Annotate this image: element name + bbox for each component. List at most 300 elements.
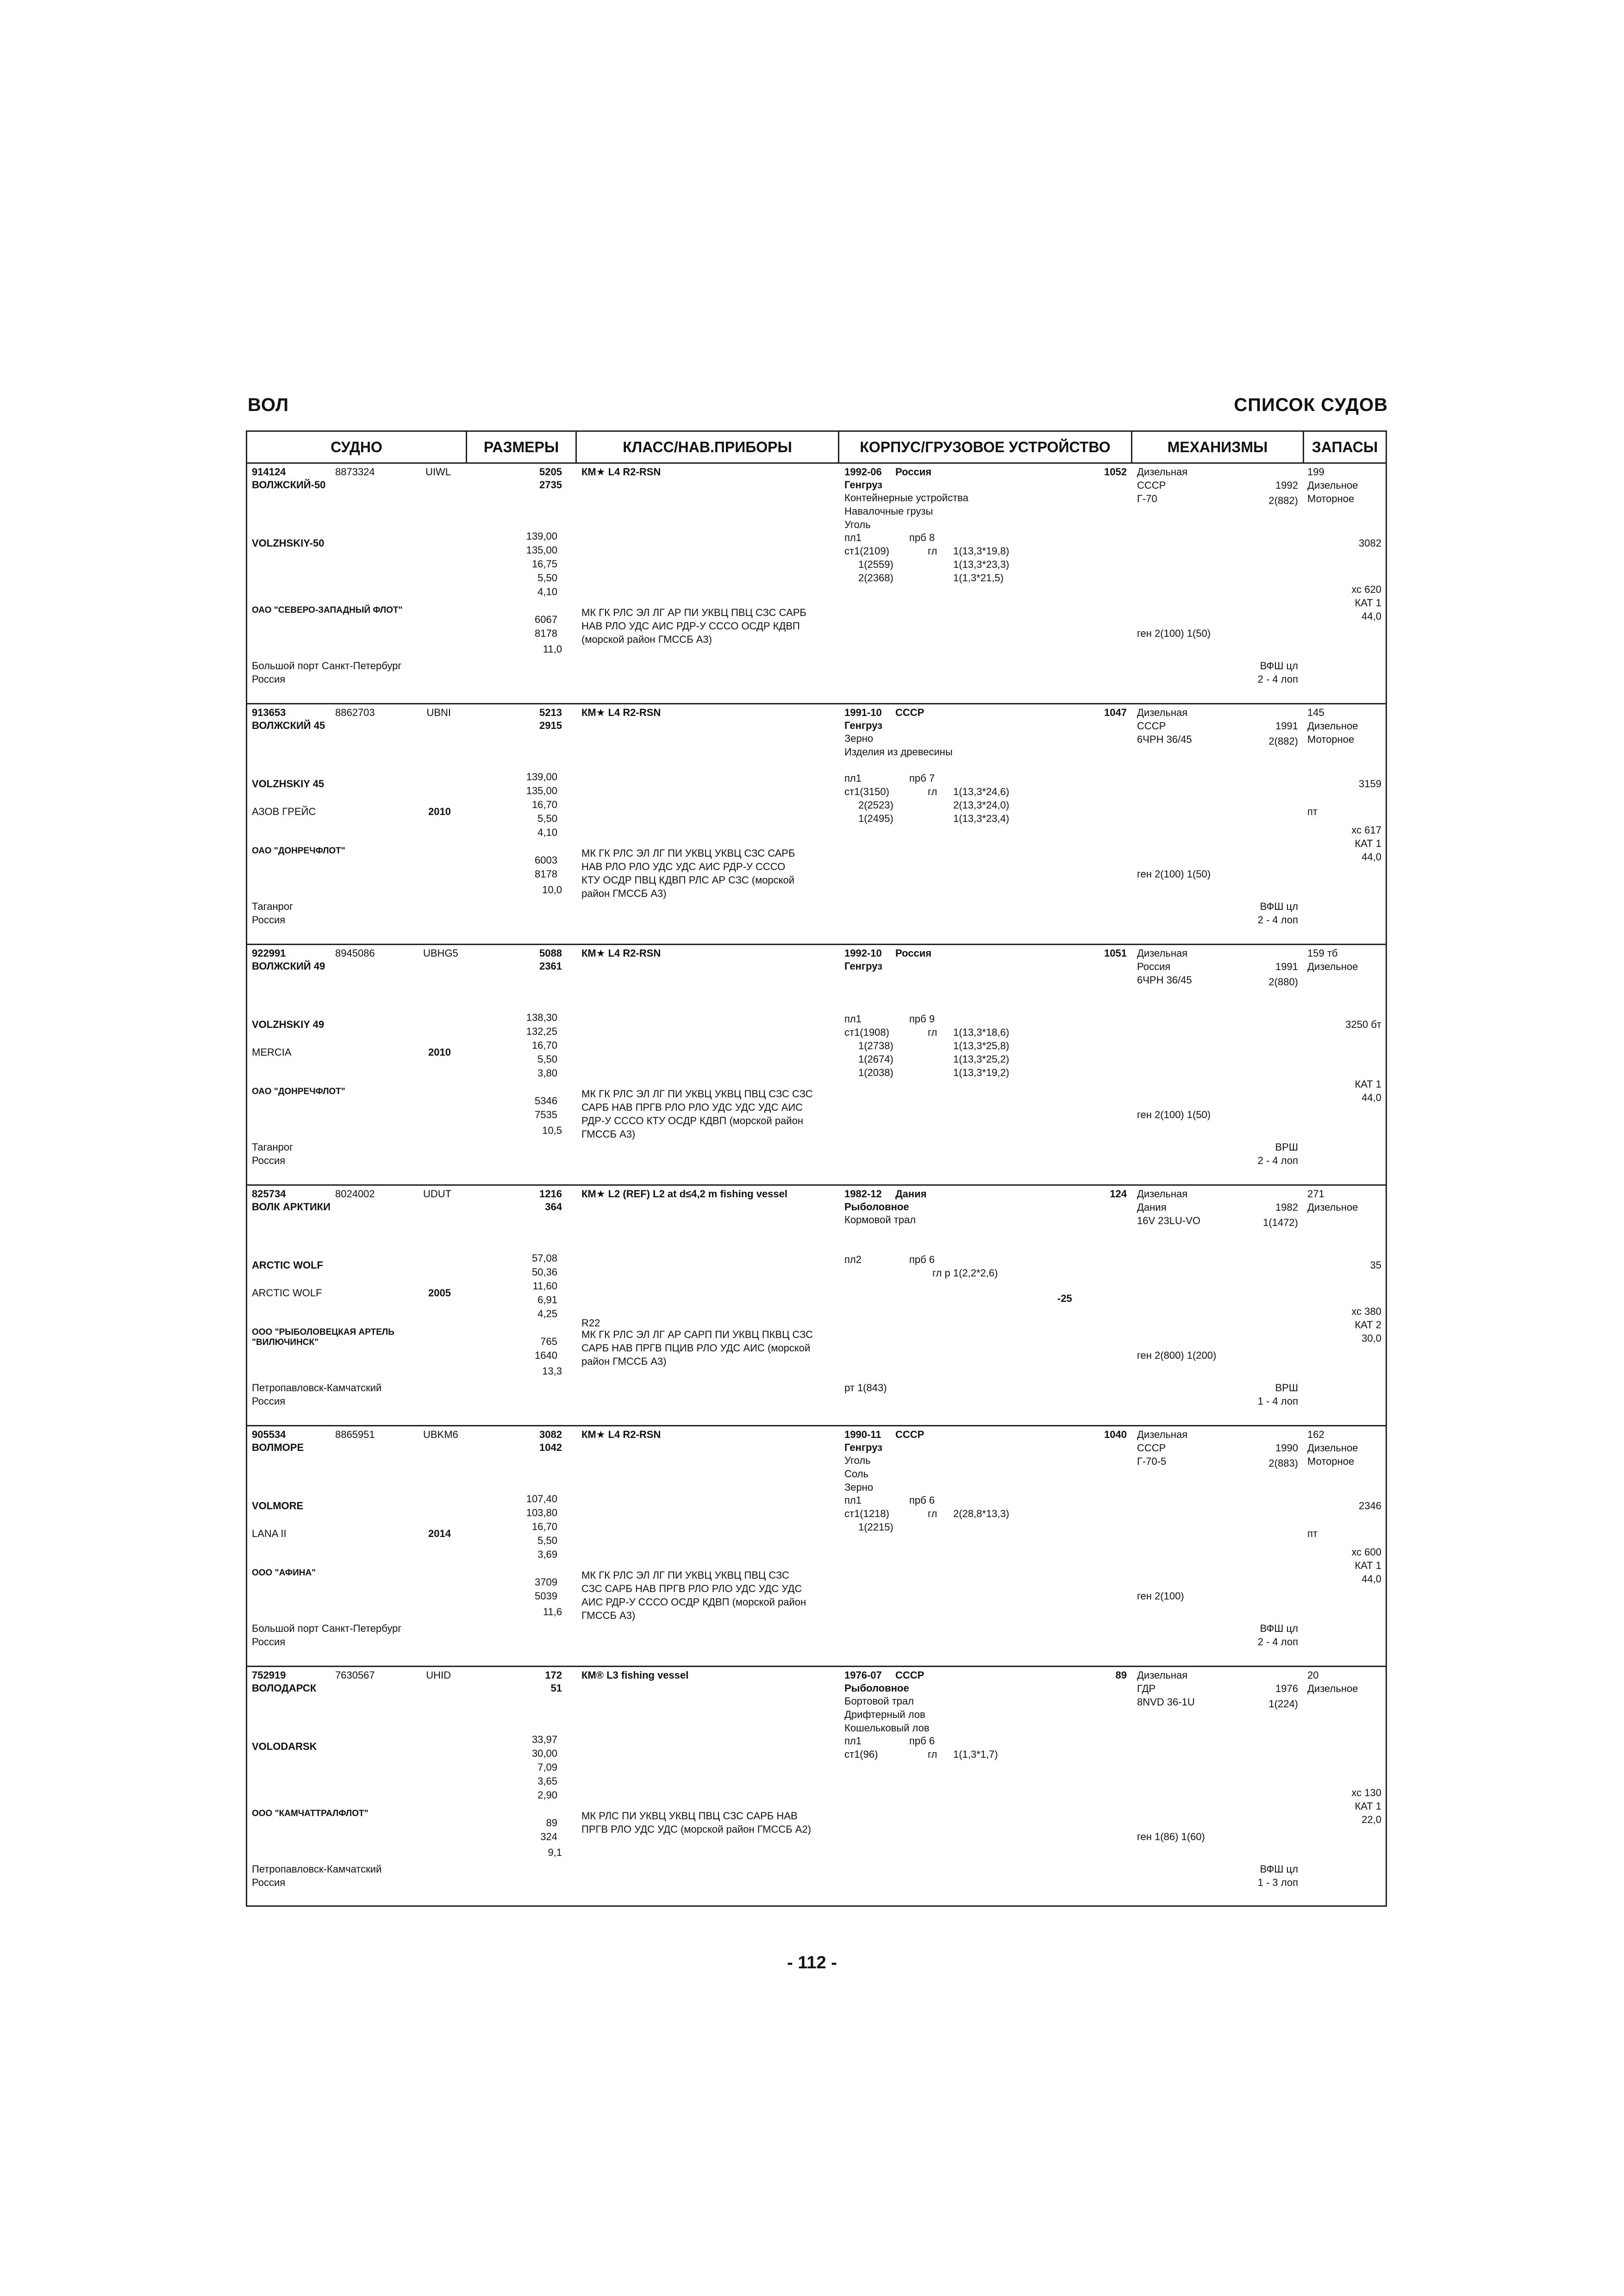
ship-name: ВОЛЖСКИЙ 45 [252,720,325,731]
supply-extra: хс 617 [1351,824,1381,836]
former-name-year: 2014 [428,1528,451,1539]
machinery-info: Г-70 [1137,493,1157,504]
dimension-value: 11,60 [532,1280,557,1292]
nav-equipment: МК РЛС ПИ УКВЦ УКВЦ ПВЦ СЗС САРБ НАВ [581,1810,798,1822]
cargo-type: Кошельковый лов [844,1722,930,1734]
flag-country: Россия [252,1636,286,1648]
hold-entry: пл1 [844,532,862,543]
dimension-value: 7535 [535,1109,557,1120]
running-head-left: ВОЛ [248,395,289,415]
hold-detail: прб 6 [909,1735,935,1747]
former-name-year: 2010 [428,806,451,817]
register-number: 914124 [252,466,286,478]
hold-entry: 1(2215) [858,1521,893,1533]
build-country: СССР [895,1429,924,1440]
flag-country: Россия [252,1877,286,1888]
register-number: 913653 [252,707,286,718]
hull-code: 1052 [1104,466,1127,478]
generators: ген 2(100) 1(50) [1137,868,1211,880]
supply-extra: хс 620 [1351,584,1381,595]
supply-extra: КАТ 1 [1355,597,1381,609]
machinery-value: 1(1472) [1263,1217,1298,1228]
cargo-type: Контейнерные устройства [844,492,968,504]
machinery-info: Г-70-5 [1137,1456,1167,1467]
former-name-year: 2005 [428,1287,451,1299]
machinery-info: ГДР [1137,1683,1156,1694]
build-country: СССР [895,707,924,718]
supply-extra: 22,0 [1362,1814,1381,1825]
hold-entry: 2(2368) [858,572,893,584]
supply-info: Дизельное [1307,1683,1358,1694]
supply-extra: 44,0 [1362,1573,1381,1585]
imo-number: 8873324 [335,466,375,478]
tonnage-net: 2915 [539,720,562,731]
home-port: Таганрог [252,901,294,912]
supply-value: 3159 [1359,778,1381,790]
nav-equipment: МК ГК РЛС ЭЛ ЛГ ПИ УКВЦ УКВЦ СЗС САРБ [581,847,795,859]
ship-type: Генгруз [844,1442,883,1453]
imo-number: 7630567 [335,1669,375,1681]
hold-entry: пл1 [844,772,862,784]
supply-value: 3250 бт [1345,1019,1381,1030]
register-number: 752919 [252,1669,286,1681]
supply-note: пт [1307,1528,1318,1539]
call-sign: UBKM6 [423,1429,458,1440]
hatch-size: 1(13,3*23,4) [953,813,1010,824]
dimension-value: 89 [546,1817,557,1829]
machinery-value: 1982 [1275,1201,1298,1213]
ship-name-latin: VOLMORE [252,1500,304,1512]
dimension-value: 8178 [535,628,557,639]
dimension-value: 16,70 [531,799,557,810]
supply-extra: КАТ 1 [1355,838,1381,849]
nav-equipment: МК ГК РЛС ЭЛ ЛГ АР САРП ПИ УКВЦ ПКВЦ СЗС [581,1329,813,1340]
hold-detail: гл [928,1508,937,1519]
ship-name-latin: VOLZHSKIY-50 [252,537,325,549]
hold-detail: прб 9 [909,1013,935,1025]
supply-info: Дизельное [1307,961,1358,972]
dimension-value: 5346 [535,1095,557,1107]
class-notation: КМ® L3 fishing vessel [581,1669,689,1681]
generators: ген 2(100) [1137,1590,1184,1602]
machinery-info: 6ЧРН 36/45 [1137,974,1192,986]
ship-record [247,1184,1386,1426]
ship-name-latin: VOLZHSKIY 45 [252,778,325,790]
column-header-supplies: ЗАПАСЫ [1312,439,1378,455]
hold-entry: ст1(3150) [844,786,889,797]
machinery-value: 2(880) [1268,976,1298,988]
hull-code: 1047 [1104,707,1127,718]
dimension-value: 135,00 [526,544,557,556]
supply-extra: хс 600 [1351,1546,1381,1558]
ship-register-table [246,430,1387,1907]
nav-equipment: район ГМССБ А3) [581,1356,667,1367]
table-header-row [247,432,1386,464]
ship-type: Генгруз [844,960,883,972]
supply-info: Дизельное [1307,720,1358,732]
dimension-value: 4,10 [537,586,557,597]
dimension-value: 6,91 [537,1294,557,1306]
hold-extra-value: -25 [1057,1293,1072,1304]
hatch-size: 1(13,3*19,2) [953,1067,1010,1078]
dimension-value: 4,10 [537,827,557,838]
nav-equipment: РДР-У СССО КТУ ОСДР КДВП (морской район [581,1115,804,1126]
dimension-value: 4,25 [537,1308,557,1319]
machinery-value: 1(224) [1268,1698,1298,1710]
home-port: Петропавловск-Камчатский [252,1863,382,1875]
former-name: АЗОВ ГРЕЙС [252,806,316,817]
supply-note: пт [1307,806,1318,817]
hull-code: 1051 [1104,947,1127,959]
dimension-value: 3,65 [537,1775,557,1787]
tonnage-gross: 5213 [539,707,562,718]
home-port: Таганрог [252,1141,294,1153]
class-notation: КМ★ L4 R2-RSN [581,707,661,718]
hatch-size: 1(13,3*25,2) [953,1053,1010,1065]
hatch-size: 1(1,3*21,5) [953,572,1004,584]
call-sign: UDUT [423,1188,452,1200]
machinery-value: 1976 [1275,1683,1298,1694]
hold-detail: прб 7 [909,772,935,784]
dimension-value: 139,00 [526,530,557,542]
imo-number: 8024002 [335,1188,375,1200]
dimension-value: 50,36 [531,1266,557,1278]
supply-value: 35 [1370,1259,1381,1271]
machinery-info: Дания [1137,1201,1167,1213]
supply-extra: хс 130 [1351,1787,1381,1798]
generators: ген 2(100) 1(50) [1137,628,1211,639]
build-date: 1991-10 [844,707,882,718]
cargo-type: Бортовой трал [844,1695,914,1707]
owner-name: ОАО "СЕВЕРО-ЗАПАДНЫЙ ФЛОТ" [252,605,403,615]
dimension-value: 33,97 [531,1734,557,1745]
column-header-dimensions: РАЗМЕРЫ [483,439,559,455]
tonnage-net: 1042 [539,1442,562,1453]
dimension-value: 107,40 [526,1493,557,1505]
dimension-value: 135,00 [526,785,557,796]
nav-equipment: НАВ РЛО УДС АИС РДР-У СССО ОСДР КДВП [581,620,800,632]
supply-extra: 44,0 [1362,610,1381,622]
nav-equipment: СЗС САРБ НАВ ПРГВ РЛО РЛО УДС УДС УДС [581,1583,802,1594]
hold-entry: пл1 [844,1013,862,1025]
page-number: - 112 - [787,1953,837,1972]
ship-record [247,944,1386,1186]
dimension-value: 10,0 [542,884,562,896]
build-date: 1992-10 [844,947,882,959]
tonnage-net: 2735 [539,479,562,491]
lifeboat-type: ВФШ цл [1260,1863,1298,1875]
machinery-info: Дизельная [1137,1669,1188,1681]
hold-detail: гл [928,1027,937,1038]
tonnage-gross: 3082 [539,1429,562,1440]
build-date: 1976-07 [844,1669,882,1681]
hold-entry: пл2 [844,1254,862,1265]
machinery-value: 1992 [1275,479,1298,491]
machinery-info: СССР [1137,1442,1166,1454]
hold-detail: гл [928,786,937,797]
hull-code: 1040 [1104,1429,1127,1440]
hold-entry: пл1 [844,1735,862,1747]
cargo-type: Уголь [844,1455,871,1466]
ship-record [247,462,1386,704]
lifeboat-type: ВРШ [1275,1382,1298,1394]
dimension-value: 16,70 [531,1039,557,1051]
hold-entry: 1(2038) [858,1067,893,1078]
nav-equipment: ПРГВ РЛО УДС УДС (морской район ГМССБ А2) [581,1823,812,1835]
ship-name-latin: VOLODARSK [252,1741,317,1752]
hold-detail: гл [928,545,937,557]
tonnage-net: 2361 [539,960,562,972]
cargo-type: Кормовой трал [844,1214,916,1226]
hold-entry: ст1(1218) [844,1508,889,1519]
nav-equipment: ГМССБ А3) [581,1610,636,1621]
hold-entry: пл1 [844,1494,862,1506]
machinery-value: 2(883) [1268,1457,1298,1469]
dimension-value: 138,30 [526,1012,557,1023]
machinery-value: 1991 [1275,720,1298,732]
machinery-value: 2(882) [1268,495,1298,506]
supply-extra: хс 380 [1351,1306,1381,1317]
machinery-info: 16V 23LU-VO [1137,1215,1200,1226]
dimension-value: 324 [540,1831,557,1842]
nav-equipment: АИС РДР-У СССО ОСДР КДВП (морской район [581,1596,806,1608]
dimension-value: 3709 [535,1576,557,1588]
nav-equipment: (морской район ГМССБ А3) [581,634,712,645]
supply-info: 20 [1307,1669,1319,1681]
dimension-value: 132,25 [526,1026,557,1037]
imo-number: 8945086 [335,947,375,959]
ship-type: Генгруз [844,479,883,491]
dimension-value: 8178 [535,868,557,880]
supply-info: Моторное [1307,493,1355,504]
tonnage-gross: 1216 [539,1188,562,1200]
ship-name: ВОЛМОРЕ [252,1442,304,1453]
build-date: 1992-06 [844,466,882,478]
supply-extra: КАТ 2 [1355,1319,1381,1331]
call-sign: UBHG5 [423,947,458,959]
nav-equipment: САРБ НАВ ПРГВ РЛО РЛО УДС УДС УДС АИС [581,1101,803,1113]
flag-country: Россия [252,1395,286,1407]
hatch-size: 1(13,3*19,8) [953,545,1010,557]
cargo-type: Зерно [844,733,874,744]
supply-extra: 44,0 [1362,851,1381,863]
supply-info: Моторное [1307,734,1355,745]
tonnage-net: 51 [550,1682,562,1694]
hold-detail: прб 6 [909,1494,935,1506]
supply-extra: КАТ 1 [1355,1560,1381,1571]
hold-entry: 1(2674) [858,1053,893,1065]
register-number: 825734 [252,1188,286,1200]
nav-equipment: НАВ РЛО РЛО УДС УДС АИС РДР-У СССО [581,861,786,872]
home-port: Большой порт Санкт-Петербург [252,660,402,672]
column-header-machinery: МЕХАНИЗМЫ [1167,439,1268,455]
imo-number: 8862703 [335,707,375,718]
hatch-size: 1(1,3*1,7) [953,1748,998,1760]
imo-number: 8865951 [335,1429,375,1440]
dimension-value: 765 [540,1336,557,1347]
tonnage-gross: 5205 [539,466,562,478]
machinery-value: 2(882) [1268,735,1298,747]
flag-country: Россия [252,1155,286,1166]
supply-extra: 44,0 [1362,1092,1381,1103]
machinery-info: Россия [1137,961,1171,972]
hold-entry: ст1(96) [844,1748,878,1760]
dimension-value: 16,75 [531,558,557,570]
dimension-value: 57,08 [531,1252,557,1264]
running-head-right: СПИСОК СУДОВ [1234,395,1388,415]
hold-entry: 2(2523) [858,799,893,811]
hold-entry: 1(2738) [858,1040,893,1052]
lifeboat-count: 2 - 4 лоп [1257,673,1298,685]
hatch-size: 1(13,3*25,8) [953,1040,1010,1052]
supply-info: 159 тб [1307,947,1338,959]
dimension-value: 5,50 [537,1053,557,1065]
register-number: 905534 [252,1429,286,1440]
hatch-size: 1(13,3*23,3) [953,559,1010,570]
machinery-value: 1990 [1275,1442,1298,1454]
machinery-value: 1991 [1275,961,1298,972]
flag-country: Россия [252,673,286,685]
lifeboat-count: 2 - 4 лоп [1257,1155,1298,1166]
supply-info: Дизельное [1307,479,1358,491]
hold-entry: 1(2495) [858,813,893,824]
dimension-value: 30,00 [531,1748,557,1759]
cargo-type: Дрифтерный лов [844,1709,925,1720]
lifeboat-count: 2 - 4 лоп [1257,914,1298,926]
owner-name: ООО "КАМЧАТТРАЛФЛОТ" [252,1809,369,1818]
machinery-info: 6ЧРН 36/45 [1137,734,1192,745]
lifeboat-count: 1 - 3 лоп [1257,1877,1298,1888]
class-notation: КМ★ L4 R2-RSN [581,1429,661,1440]
owner-name: ОАО "ДОНРЕЧФЛОТ" [252,1087,345,1096]
ship-type: Генгруз [844,720,883,731]
generators: ген 2(800) 1(200) [1137,1350,1217,1361]
dimension-value: 5039 [535,1590,557,1602]
hold-detail: гл [928,1748,937,1760]
tonnage-net: 364 [545,1201,562,1213]
supply-info: Дизельное [1307,1442,1358,1454]
dimension-value: 16,70 [531,1521,557,1532]
cargo-type: Уголь [844,519,871,530]
hold-entry: 1(2559) [858,559,893,570]
machinery-info: СССР [1137,479,1166,491]
class-notation: КМ★ L2 (REF) L2 at d≤4,2 m fishing vessel [581,1188,787,1200]
hold-detail: прб 6 [909,1254,935,1265]
former-name: LANA II [252,1528,287,1539]
supply-info: Моторное [1307,1456,1355,1467]
build-country: Россия [895,947,932,959]
dimension-value: 6003 [535,854,557,866]
cargo-type: Соль [844,1468,868,1480]
machinery-info: 8NVD 36-1U [1137,1696,1195,1708]
lifeboat-type: ВФШ цл [1260,660,1298,672]
column-header-ship: СУДНО [331,439,382,455]
hold-entry: ст1(2109) [844,545,889,557]
supply-info: 271 [1307,1188,1324,1200]
machinery-info: Дизельная [1137,1188,1188,1200]
ship-record [247,1425,1386,1667]
ship-record [247,703,1386,945]
dimension-value: 5,50 [537,1535,557,1546]
call-sign: UBNI [426,707,451,718]
former-name: ARCTIC WOLF [252,1287,322,1299]
ship-name: ВОЛЖСКИЙ 49 [252,960,325,972]
column-header-hull: КОРПУС/ГРУЗОВОЕ УСТРОЙСТВО [860,439,1111,455]
register-number: 922991 [252,947,286,959]
nav-equipment: КТУ ОСДР ПВЦ КДВП РЛС АР СЗС (морской [581,874,795,886]
dimension-value: 10,5 [542,1125,562,1136]
tonnage-gross: 172 [545,1669,562,1681]
nav-equipment: ГМССБ А3) [581,1128,636,1140]
class-note: R22 [581,1317,600,1329]
machinery-info: СССР [1137,720,1166,732]
build-country: Россия [895,466,932,478]
former-name: MERCIA [252,1046,292,1058]
class-notation: КМ★ L4 R2-RSN [581,947,661,959]
lifeboat-type: ВФШ цл [1260,901,1298,912]
machinery-info: Дизельная [1137,947,1188,959]
ship-type: Рыболовное [844,1201,909,1213]
supply-extra: 30,0 [1362,1332,1381,1344]
hatch-size: 1(13,3*24,6) [953,786,1010,797]
supply-extra: КАТ 1 [1355,1078,1381,1090]
supply-info: 145 [1307,707,1324,718]
dimension-value: 11,6 [543,1606,562,1618]
supply-info: 199 [1307,466,1324,478]
tonnage-gross: 5088 [539,947,562,959]
hull-code: 89 [1115,1669,1127,1681]
hold-extra: гл р 1(2,2*2,6) [932,1267,998,1279]
home-port: Большой порт Санкт-Петербург [252,1623,402,1634]
supply-value: 2346 [1359,1500,1381,1512]
home-port: Петропавловск-Камчатский [252,1382,382,1394]
call-sign: UHID [426,1669,451,1681]
dimension-value: 1640 [535,1350,557,1361]
cargo-type: Навалочные грузы [844,505,933,517]
machinery-info: Дизельная [1137,707,1188,718]
supply-value: 3082 [1359,537,1381,549]
nav-equipment: МК ГК РЛС ЭЛ ЛГ АР ПИ УКВЦ ПВЦ СЗС САРБ [581,607,806,618]
machinery-info: Дизельная [1137,466,1188,478]
dimension-value: 3,80 [537,1067,557,1079]
hold-extra-note: рт 1(843) [844,1382,887,1394]
hold-entry: ст1(1908) [844,1027,889,1038]
owner-name: ООО "РЫБОЛОВЕЦКАЯ АРТЕЛЬ [252,1327,394,1337]
hull-code: 124 [1110,1188,1127,1200]
generators: ген 1(86) 1(60) [1137,1831,1205,1842]
hatch-size: 1(13,3*18,6) [953,1027,1010,1038]
ship-name: ВОЛОДАРСК [252,1682,317,1694]
nav-equipment: МК ГК РЛС ЭЛ ЛГ ПИ УКВЦ УКВЦ ПВЦ СЗС [581,1569,789,1581]
ship-name-latin: ARCTIC WOLF [252,1259,323,1271]
lifeboat-count: 2 - 4 лоп [1257,1636,1298,1648]
nav-equipment: САРБ НАВ ПРГВ ПЦИВ РЛО УДС АИС (морской [581,1342,811,1354]
dimension-value: 6067 [535,614,557,625]
former-name-year: 2010 [428,1046,451,1058]
dimension-value: 13,3 [542,1365,562,1377]
build-date: 1982-12 [844,1188,882,1200]
dimension-value: 2,90 [537,1789,557,1801]
dimension-value: 139,00 [526,771,557,783]
owner-name: "ВИЛЮЧИНСК" [252,1338,319,1347]
generators: ген 2(100) 1(50) [1137,1109,1211,1120]
build-country: Дания [895,1188,927,1200]
nav-equipment: МК ГК РЛС ЭЛ ЛГ ПИ УКВЦ УКВЦ ПВЦ СЗС СЗС [581,1088,813,1100]
lifeboat-type: ВРШ [1275,1141,1298,1153]
owner-name: ООО "АФИНА" [252,1568,316,1578]
hatch-size: 2(28,8*13,3) [953,1508,1010,1519]
dimension-value: 7,09 [537,1761,557,1773]
